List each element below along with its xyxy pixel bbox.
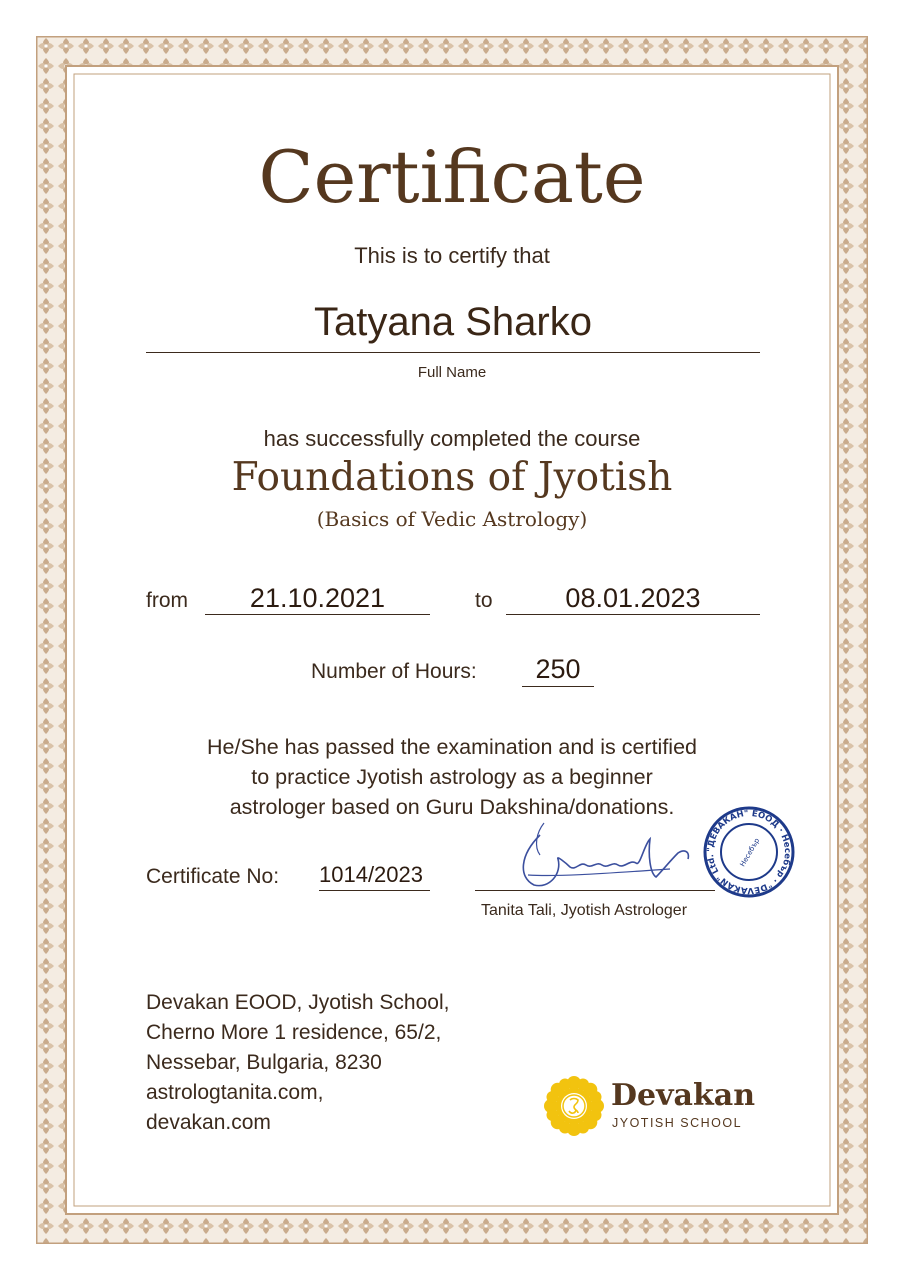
from-date: 21.10.2021 xyxy=(249,583,386,613)
from-label: from xyxy=(146,589,188,612)
recipient-name: Tatyana Sharko xyxy=(314,300,592,344)
svg-text:Несебър: Несебър xyxy=(738,836,762,869)
hours-label: Number of Hours: xyxy=(311,660,477,683)
address-link[interactable]: astrologtanita.com, xyxy=(146,1081,324,1104)
certificate-no-value: 1014/2023 xyxy=(319,862,423,887)
to-date-underline xyxy=(506,614,760,615)
name-underline xyxy=(146,352,760,353)
certify-intro: This is to certify that xyxy=(354,243,550,268)
address-line: Devakan EOOD, Jyotish School, xyxy=(146,991,450,1014)
from-date-underline xyxy=(205,614,430,615)
address-line: Cherno More 1 residence, 65/2, xyxy=(146,1021,442,1044)
logo-name: Devakan xyxy=(611,1078,756,1113)
certificate-no-label: Certificate No: xyxy=(146,865,280,888)
course-subtitle: (Basics of Vedic Astrology) xyxy=(316,507,588,531)
logo-subtitle: JYOTISH SCHOOL xyxy=(612,1116,743,1130)
hours-value: 250 xyxy=(535,654,581,684)
statement-line: He/She has passed the examination and is certified xyxy=(206,735,698,759)
hours-underline xyxy=(522,686,594,687)
sun-flower-icon xyxy=(544,1076,604,1136)
completed-text: has successfully completed the course xyxy=(263,426,641,451)
signer-name: Tanita Tali, Jyotish Astrologer xyxy=(481,902,688,919)
address-link[interactable]: devakan.com xyxy=(146,1111,271,1134)
to-date: 08.01.2023 xyxy=(565,583,701,613)
certificate-no-underline xyxy=(319,890,430,891)
certificate-title: Certificate xyxy=(258,135,646,219)
statement-line: astrologer based on Guru Dakshina/donations. xyxy=(229,795,675,819)
statement-line: to practice Jyotish astrology as a beginner xyxy=(251,765,653,789)
school-address xyxy=(146,988,449,1138)
full-name-caption: Full Name xyxy=(417,364,487,381)
course-title: Foundations of Jyotish xyxy=(231,455,673,500)
signature-line xyxy=(475,890,715,891)
to-label: to xyxy=(475,589,493,612)
company-stamp xyxy=(702,805,796,899)
address-line: Nessebar, Bulgaria, 8230 xyxy=(146,1051,382,1074)
svg-text:"ДЕВАКАН" ЕООД · Несебър · "DE: "ДЕВАКАН" ЕООД · Несебър · "DEVAKAN" Ltd. xyxy=(705,808,793,896)
handwritten-signature xyxy=(500,815,700,895)
